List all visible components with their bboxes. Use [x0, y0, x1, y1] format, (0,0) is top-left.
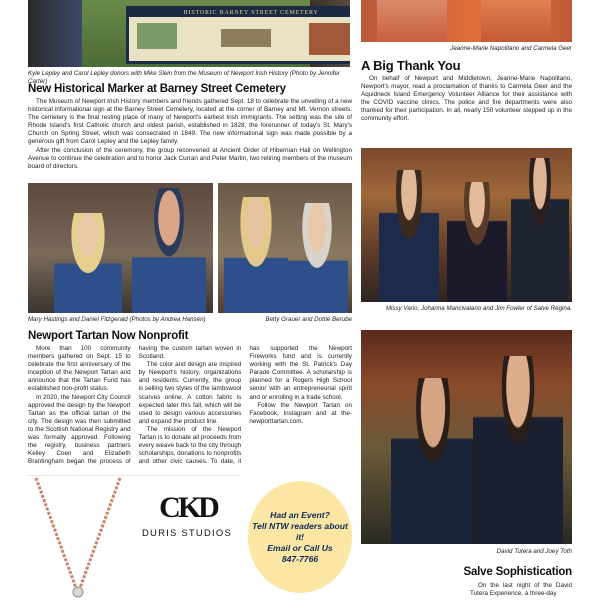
salve-photo-2-caption: David Tutera and Joey Toth	[496, 548, 572, 555]
salve-photo-1-caption: Missy Vario, Johanna Mancivalano and Jim Fowler of Salve Regina.	[385, 305, 572, 312]
tartan-paragraph: The mission of the Newport Tartan is to donate all proceeds from every weave back to the city through scholarships, donations to nonprofits and other civic causes. To date, it has supported the Newport Fireworks fund and is currently working with the St. Patrick's Day Parade Committee. A scholarship is planned for a Rogers High School senior with an entrepreneurial spirit and or enrolling in a trade school.	[138, 345, 352, 466]
thank-you-paragraph: On behalf of Newport and Middletown, Jeanne-Marie Napolitano, Newport's mayor, read a proclamation of thanks to Carmela Geer and the Aquidneck Island Emergency Volunteer Alliance for their assistance with the COVID vaccine clinics. The police and fire departments were also thanked for their participation. In all, nearly 150 volunteer stepped up in the community effort.	[361, 75, 572, 123]
duris-monogram: CKD	[159, 491, 217, 524]
person-napolitano	[377, 0, 447, 42]
thank-you-photo-caption: Jeanne-Marie Napolitano and Carmela Geer	[450, 45, 572, 52]
person-toth	[473, 356, 563, 544]
tartan-photo-left-caption: Mary Hastings and Daniel Fitzgerald (Photos by Andrea Hansen)	[28, 316, 206, 323]
tartan-paragraph: Follow the Newport Tartan on Facebook, Instagram and at the-newporttartan.com.	[249, 401, 352, 425]
thank-you-headline: A Big Thank You	[361, 58, 461, 73]
tartan-photo-right	[218, 183, 352, 313]
person-left-silhouette	[28, 0, 82, 67]
marker-headline: New Historical Marker at Barney Street Cemetery	[28, 83, 286, 95]
tartan-photo-left	[28, 183, 213, 313]
sign-title: HISTORIC BARNEY STREET CEMETERY	[129, 9, 350, 17]
promo-phone: 847-7766	[281, 553, 319, 564]
promo-line: Had an Event?	[270, 509, 330, 520]
duris-ad	[28, 475, 240, 601]
sign-photo	[28, 0, 350, 67]
person-vario	[379, 170, 439, 302]
person-tutera	[391, 378, 475, 544]
sign-image-2	[221, 29, 271, 47]
sign-image-1	[137, 23, 177, 49]
thank-you-photo	[361, 0, 572, 42]
thank-you-body	[361, 75, 572, 124]
sign-photo-caption: Kyle Lepley and Carol Lepley donors with Mike Slein from the Museum of Newport Irish History (Photo by Jennifer Carter)	[28, 70, 340, 85]
tartan-article-body	[28, 345, 352, 467]
promo-line: Email or Call Us	[267, 542, 333, 553]
salve-headline: Salve Sophistication	[463, 566, 572, 578]
person-mancivalano	[447, 182, 507, 302]
salve-paragraph: On the last night of the David Tutera Experience, a three-day	[470, 582, 572, 598]
person-grauer	[224, 197, 288, 313]
person-fowler	[511, 158, 569, 302]
promo-ad	[248, 481, 352, 593]
sign-board	[126, 6, 350, 64]
salve-body	[470, 582, 572, 598]
promo-line: Tell NTW readers about it!	[252, 520, 348, 542]
person-fitzgerald	[132, 188, 206, 313]
tartan-paragraph: More than 100 community members gathered on Sept. 15 to celebrate the first anniversary of the inception of the Newport Tartan and announce that the Tartan Fund has established non-profit status.	[28, 345, 131, 393]
salve-photo-2	[361, 330, 572, 544]
tartan-photo-right-caption: Betty Grauer and Dottie Berube	[265, 316, 352, 323]
salve-photo-1	[361, 148, 572, 302]
necklace-icon	[28, 476, 128, 601]
marker-paragraph: After the conclusion of the ceremony, the group reconvened at Ancient Order of Hibernian Hall on Wellington Avenue to continue the celebration and to honor Jack Curran and Peter Martin, two retiring members of the museum board of directors.	[28, 146, 352, 170]
marker-article-body	[28, 98, 352, 171]
duris-name: DURIS STUDIOS	[141, 528, 233, 539]
marker-paragraph: The Museum of Newport Irish History members and friends gathered Sept. 18 to celebrate the unveiling of a new historical informational sign at the Barney Street Cemetery, located at the corner of Barney and Mt. Vernon streets. The cemetery is the final resting place of many of Newport's earliest Irish immigrants. The setting was the site of Rhode Island's first Catholic church and oldest parish, established in 1828, the forerunner of today's St. Mary's Church on Spring Street, which was consecrated in 1849. The new informational sign was made possible by a generous gift from Carol Lepley and the Lepley family.	[28, 98, 352, 146]
tartan-headline: Newport Tartan Now Nonprofit	[28, 330, 189, 342]
person-berube	[286, 203, 348, 313]
person-geer	[481, 0, 551, 42]
tartan-paragraph: The color and design are inspired by Newport's history, organizations and residents. Currently, the group is selling two styles of the lambswool scarves online. A cotton fabric is expected later this fall, which will be used to design various accessories and expand the product line.	[138, 361, 242, 425]
sign-image-3	[309, 23, 350, 55]
person-hastings	[54, 213, 122, 313]
tartan-paragraph: In 2020, the Newport City Council approved the design by the Newport Tartan as the official tartan of the city. The design was then submitted to the Scottish National Registry and was formally approved. Following the registry, business partners Kelley Coen and Elizabeth Brantingham began the process of having the custom tartan woven in Scotland.	[28, 345, 242, 466]
